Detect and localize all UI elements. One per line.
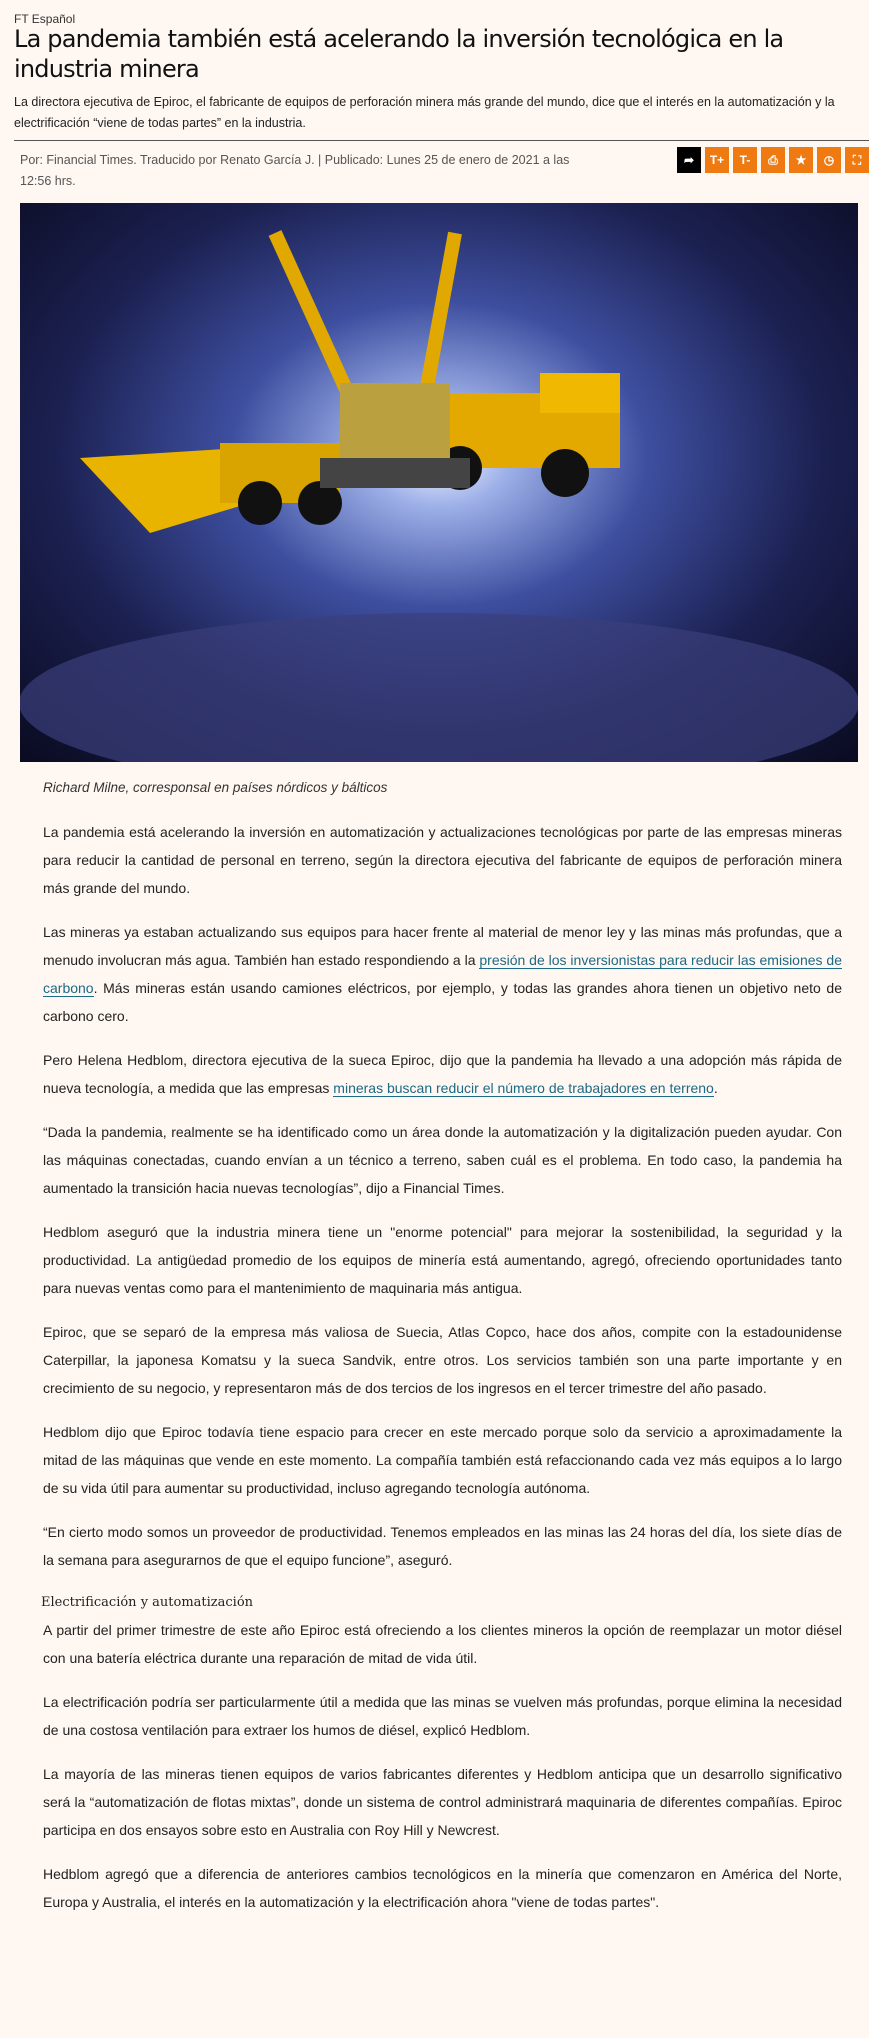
font-increase-button[interactable]: T+ xyxy=(705,147,729,173)
fullscreen-icon[interactable]: ⛶ xyxy=(845,147,869,173)
paragraph: Hedblom aseguró que la industria minera tiene un "enorme potencial" para mejorar la sostenibilidad, la seguridad y la productividad. La antigüedad promedio de los equipos de minería está aumentando, agregó, ofreciendo oportunidades tanto para nuevas ventas como para el mantenimiento de maquinaria más antigua. xyxy=(43,1224,842,1296)
paragraph: “Dada la pandemia, realmente se ha identificado como un área donde la automatización y la digitalización pueden ayudar. Con las máquinas conectadas, cuando envían a un técnico a terreno, saben cuál es el problema. En todo caso, la pandemia ha aumentado la transición hacia nuevas tecnologías”, dijo a Financial Times. xyxy=(43,1124,842,1196)
article-body xyxy=(43,818,842,1932)
article-toolbar xyxy=(677,147,869,173)
byline: Por: Financial Times. Traducido por Renato García J. | Publicado: Lunes 25 de enero de 2021 a las 12:56 hrs. xyxy=(20,153,570,188)
paragraph: La electrificación podría ser particularmente útil a medida que las minas se vuelven más profundas, porque elimina la necesidad de una costosa ventilación para extraer los humos de diésel, explicó Hedblom. xyxy=(43,1694,842,1738)
paragraph: La mayoría de las mineras tienen equipos de varios fabricantes diferentes y Hedblom anticipa que un desarrollo significativo será la “automatización de flotas mixtas”, donde un sistema de control administrará maquinaria de diferentes compañías. Epiroc participa en dos ensayos sobre esto en Australia con Roy Hill y Newcrest. xyxy=(43,1766,842,1838)
article-subtitle: La directora ejecutiva de Epiroc, el fabricante de equipos de perforación minera más grande del mundo, dice que el interés en la automatización y la electrificación “viene de todas partes” en la industria. xyxy=(14,95,835,130)
paragraph: Hedblom agregó que a diferencia de anteriores cambios tecnológicos en la minería que comenzaron en América del Norte, Europa y Australia, el interés en la automatización y la electrificación ahora "viene de todas partes". xyxy=(43,1866,842,1910)
font-decrease-button[interactable]: T- xyxy=(733,147,757,173)
article-photo xyxy=(20,203,858,762)
paragraph: Las mineras ya estaban actualizando sus equipos para hacer frente al material de menor ley y las minas más profundas, que a menudo involucran más agua. También han estado respondiendo a la presión de los inversionistas para reducir las emisiones de carbono. Más mineras están usando camiones eléctricos, por ejemplo, y todas las grandes ahora tienen un objetivo neto de carbono cero. xyxy=(43,924,843,1024)
paragraph: Hedblom dijo que Epiroc todavía tiene espacio para crecer en este mercado porque solo da servicio a aproximadamente la mitad de las máquinas que vende en este momento. La compañía también está refaccionando cada vez más equipos a lo largo de su vida útil para aumentar su productividad, incluso agregando tecnología autónoma. xyxy=(43,1424,842,1496)
clock-icon[interactable]: ◷ xyxy=(817,147,841,173)
paragraph: “En cierto modo somos un proveedor de productividad. Tenemos empleados en las minas las 24 horas del día, los siete días de la semana para asegurarnos de que el equipo funcione”, aseguró. xyxy=(43,1524,842,1568)
mining-machines-illustration xyxy=(20,203,858,762)
paragraph: A partir del primer trimestre de este año Epiroc está ofreciendo a los clientes mineros la opción de reemplazar un motor diésel con una batería eléctrica durante una reparación de mitad de vida útil. xyxy=(43,1622,842,1666)
section-label[interactable]: FT Español xyxy=(14,12,76,26)
share-icon[interactable]: ➦ xyxy=(677,147,701,173)
paragraph: Pero Helena Hedblom, directora ejecutiva de la sueca Epiroc, dijo que la pandemia ha llevado a una adopción más rápida de nueva tecnología, a medida que las empresas mineras buscan reducir el número de trabajadores en terreno. xyxy=(43,1052,842,1096)
section-heading: Electrificación y automatización xyxy=(41,1595,254,1610)
divider xyxy=(14,140,869,141)
investor-pressure-link[interactable]: presión de los inversionistas para reducir las emisiones de carbono xyxy=(43,952,843,996)
star-icon[interactable]: ★ xyxy=(789,147,813,173)
article-title: La pandemia también está acelerando la inversión tecnológica en la industria minera xyxy=(14,25,784,83)
paragraph: La pandemia está acelerando la inversión en automatización y actualizaciones tecnológicas por parte de las empresas mineras para reducir la cantidad de personal en terreno, según la directora ejecutiva del fabricante de equipos de perforación minera más grande del mundo. xyxy=(43,824,842,896)
photo-caption: Richard Milne, corresponsal en países nórdicos y bálticos xyxy=(43,780,388,795)
print-icon[interactable]: ⎙ xyxy=(761,147,785,173)
paragraph: Epiroc, que se separó de la empresa más valiosa de Suecia, Atlas Copco, hace dos años, compite con la estadounidense Caterpillar, la japonesa Komatsu y la sueca Sandvik, entre otros. Los servicios también son una parte importante y en crecimiento de su negocio, y representaron más de dos tercios de los ingresos en el tercer trimestre del año pasado. xyxy=(43,1324,842,1396)
workers-reduction-link[interactable]: mineras buscan reducir el número de trabajadores en terreno xyxy=(333,1080,714,1096)
